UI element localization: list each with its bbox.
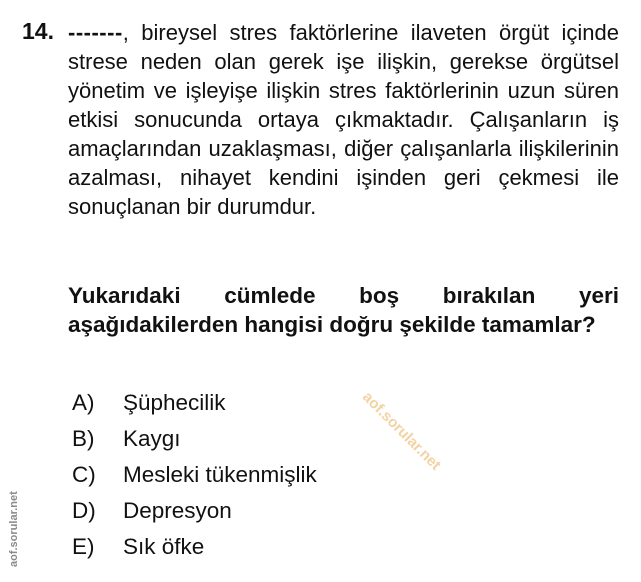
option-text: Depresyon: [123, 498, 232, 523]
option-text: Kaygı: [123, 426, 181, 451]
option-text: Şüphecilik: [123, 390, 226, 415]
question-prompt: Yukarıdaki cümlede boş bırakılan yeri aşağıdakilerden hangisi doğru şekilde tamamlar?: [68, 283, 619, 337]
option-letter: B): [72, 426, 95, 451]
blank-placeholder: -------: [68, 20, 123, 45]
option-letter: D): [72, 498, 96, 523]
option-letter: C): [72, 462, 96, 487]
side-watermark: aof.sorular.net: [8, 491, 20, 567]
diagonal-watermark: aof.sorular.net: [358, 388, 445, 474]
stem-text: , bireysel stres faktörlerine ilaveten örgüt içinde strese neden olan gerek işe ilişkin, gerekse örgütsel yönetim ve işleyişe ilişkin stres faktörlerinin uzun süren etkisi sonucunda ortaya çıkmaktadır. Çalışanların iş amaçlarından uzaklaşması, diğer çalışanlarla ilişkilerinin azalması, nihayet kendini işinden geri çekmesi ile sonuçlanan bir durumdur.: [68, 20, 619, 219]
question-number: 14.: [22, 18, 54, 44]
option-letter: A): [72, 390, 95, 415]
option-text: Mesleki tükenmişlik: [123, 462, 317, 487]
option-letter: E): [72, 534, 95, 559]
question-stem: [68, 18, 619, 221]
option-text: Sık öfke: [123, 534, 205, 559]
